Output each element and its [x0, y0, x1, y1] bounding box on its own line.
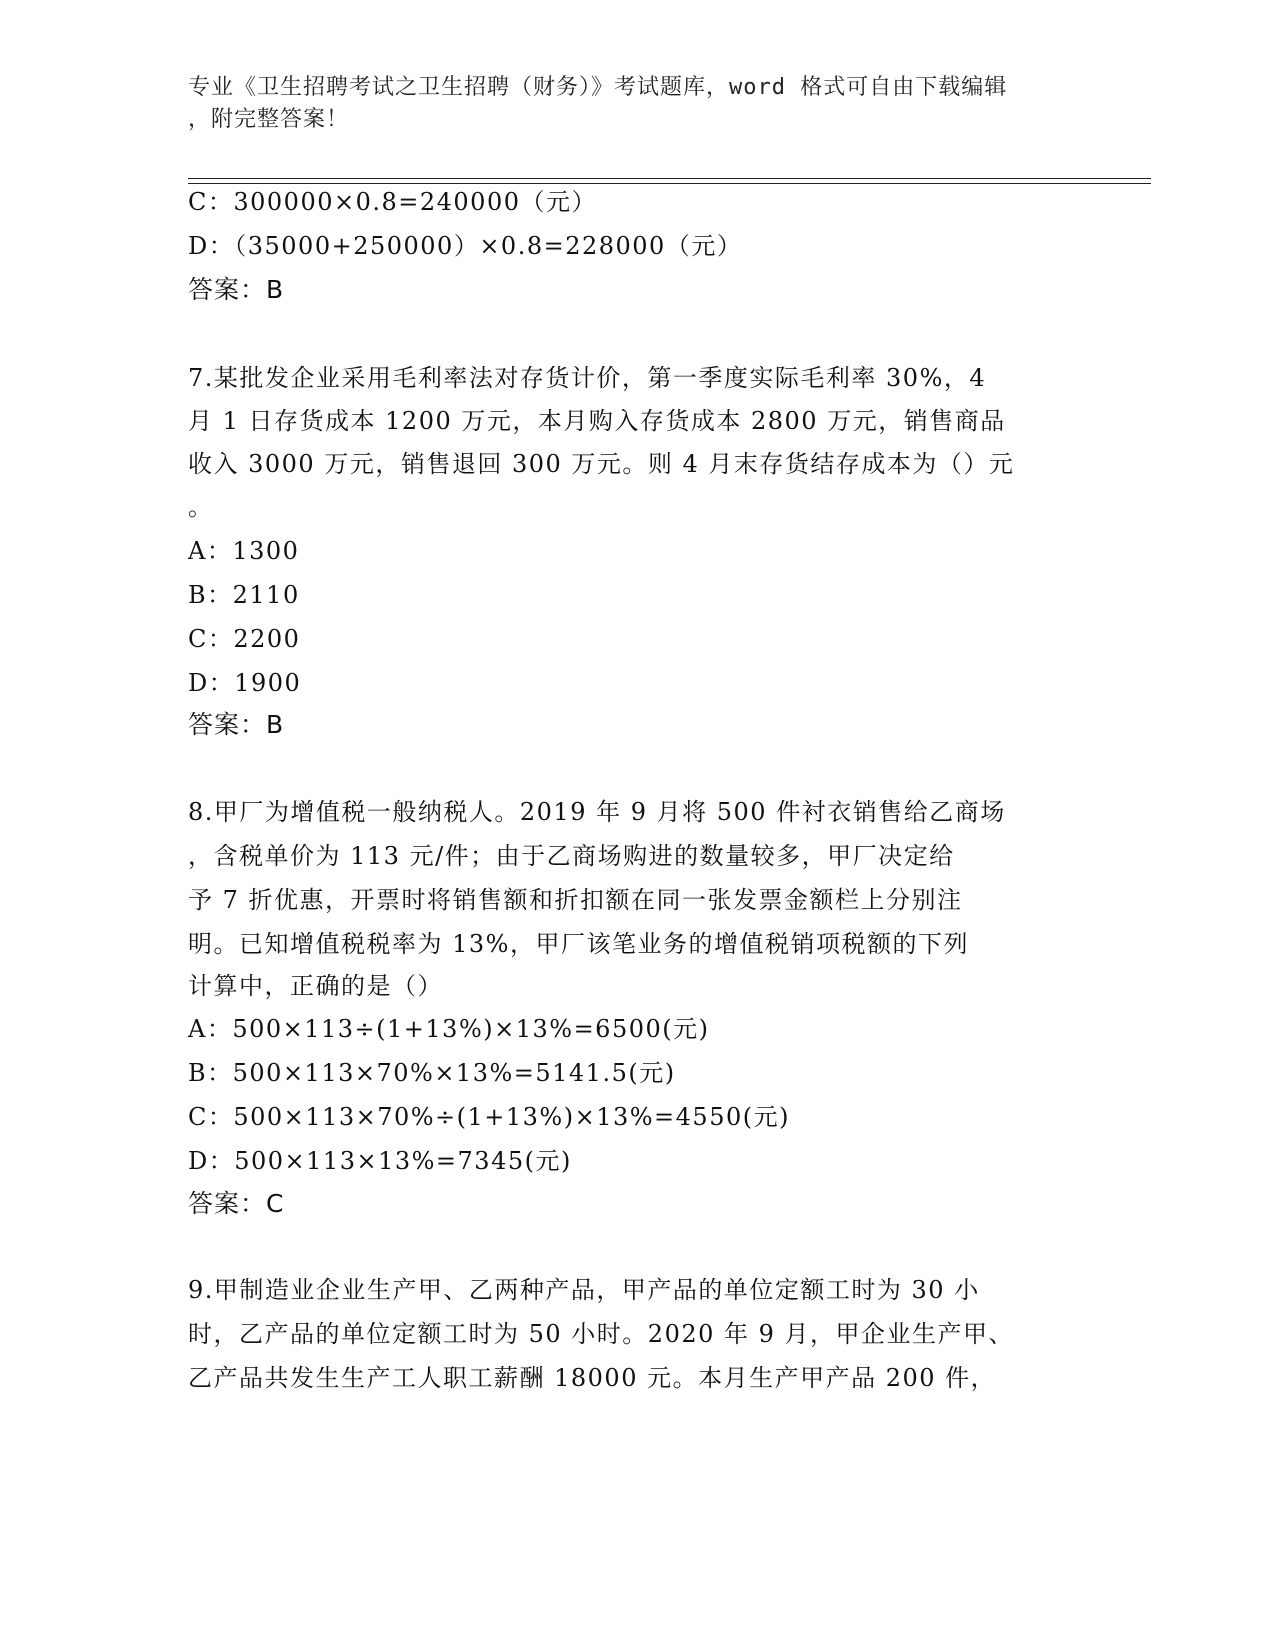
q9-stem-line-2: 时，乙产品的单位定额工时为 50 小时。2020 年 9 月，甲企业生产甲、	[188, 1320, 1015, 1348]
q8-option-a: A：500×113÷(1+13%)×13%=6500(元)	[188, 1015, 710, 1043]
document-header	[188, 72, 1068, 136]
q6-answer: 答案：B	[188, 275, 285, 304]
header-divider-bottom	[188, 183, 1151, 184]
q7-option-c: C：2200	[188, 625, 301, 653]
header-line-1: 专业《卫生招聘考试之卫生招聘（财务）》考试题库，word 格式可自由下载编辑	[188, 75, 1008, 100]
header-divider-top	[188, 178, 1151, 179]
q8-option-d: D：500×113×13%=7345(元)	[188, 1147, 572, 1175]
q8-stem-line-5: 计算中，正确的是（）	[188, 972, 443, 1000]
q8-stem-line-4: 明。已知增值税税率为 13%，甲厂该笔业务的增值税销项税额的下列	[188, 930, 969, 958]
q8-stem-line-1: 8.甲厂为增值税一般纳税人。2019 年 9 月将 500 件衬衣销售给乙商场	[188, 798, 1006, 826]
q7-stem-line-2: 月 1 日存货成本 1200 万元，本月购入存货成本 2800 万元，销售商品	[188, 407, 1006, 435]
q7-stem-line-3: 收入 3000 万元，销售退回 300 万元。则 4 月末存货结存成本为（）元	[188, 450, 1015, 478]
q6-option-c: C：300000×0.8=240000（元）	[188, 188, 597, 216]
q7-answer: 答案：B	[188, 710, 285, 739]
q8-option-c: C：500×113×70%÷(1+13%)×13%=4550(元)	[188, 1103, 790, 1131]
header-line-2: ，附完整答案！	[188, 107, 350, 132]
q8-stem-line-3: 予 7 折优惠，开票时将销售额和折扣额在同一张发票金额栏上分别注	[188, 886, 963, 914]
q9-stem-line-1: 9.甲制造业企业生产甲、乙两种产品，甲产品的单位定额工时为 30 小	[188, 1276, 980, 1304]
q7-option-b: B：2110	[188, 581, 300, 609]
q8-option-b: B：500×113×70%×13%=5141.5(元)	[188, 1059, 676, 1087]
q8-stem-line-2: ，含税单价为 113 元/件；由于乙商场购进的数量较多，甲厂决定给	[188, 842, 955, 870]
q7-stem-line-1: 7.某批发企业采用毛利率法对存货计价，第一季度实际毛利率 30%，4	[188, 364, 987, 392]
q9-stem-line-3: 乙产品共发生生产工人职工薪酬 18000 元。本月生产甲产品 200 件，	[188, 1364, 997, 1392]
q6-option-d: D：（35000+250000）×0.8=228000（元）	[188, 232, 743, 260]
q7-option-d: D：1900	[188, 669, 302, 697]
q8-answer: 答案：C	[188, 1189, 285, 1218]
q7-stem-line-4: 。	[188, 493, 214, 521]
q7-option-a: A：1300	[188, 537, 300, 565]
